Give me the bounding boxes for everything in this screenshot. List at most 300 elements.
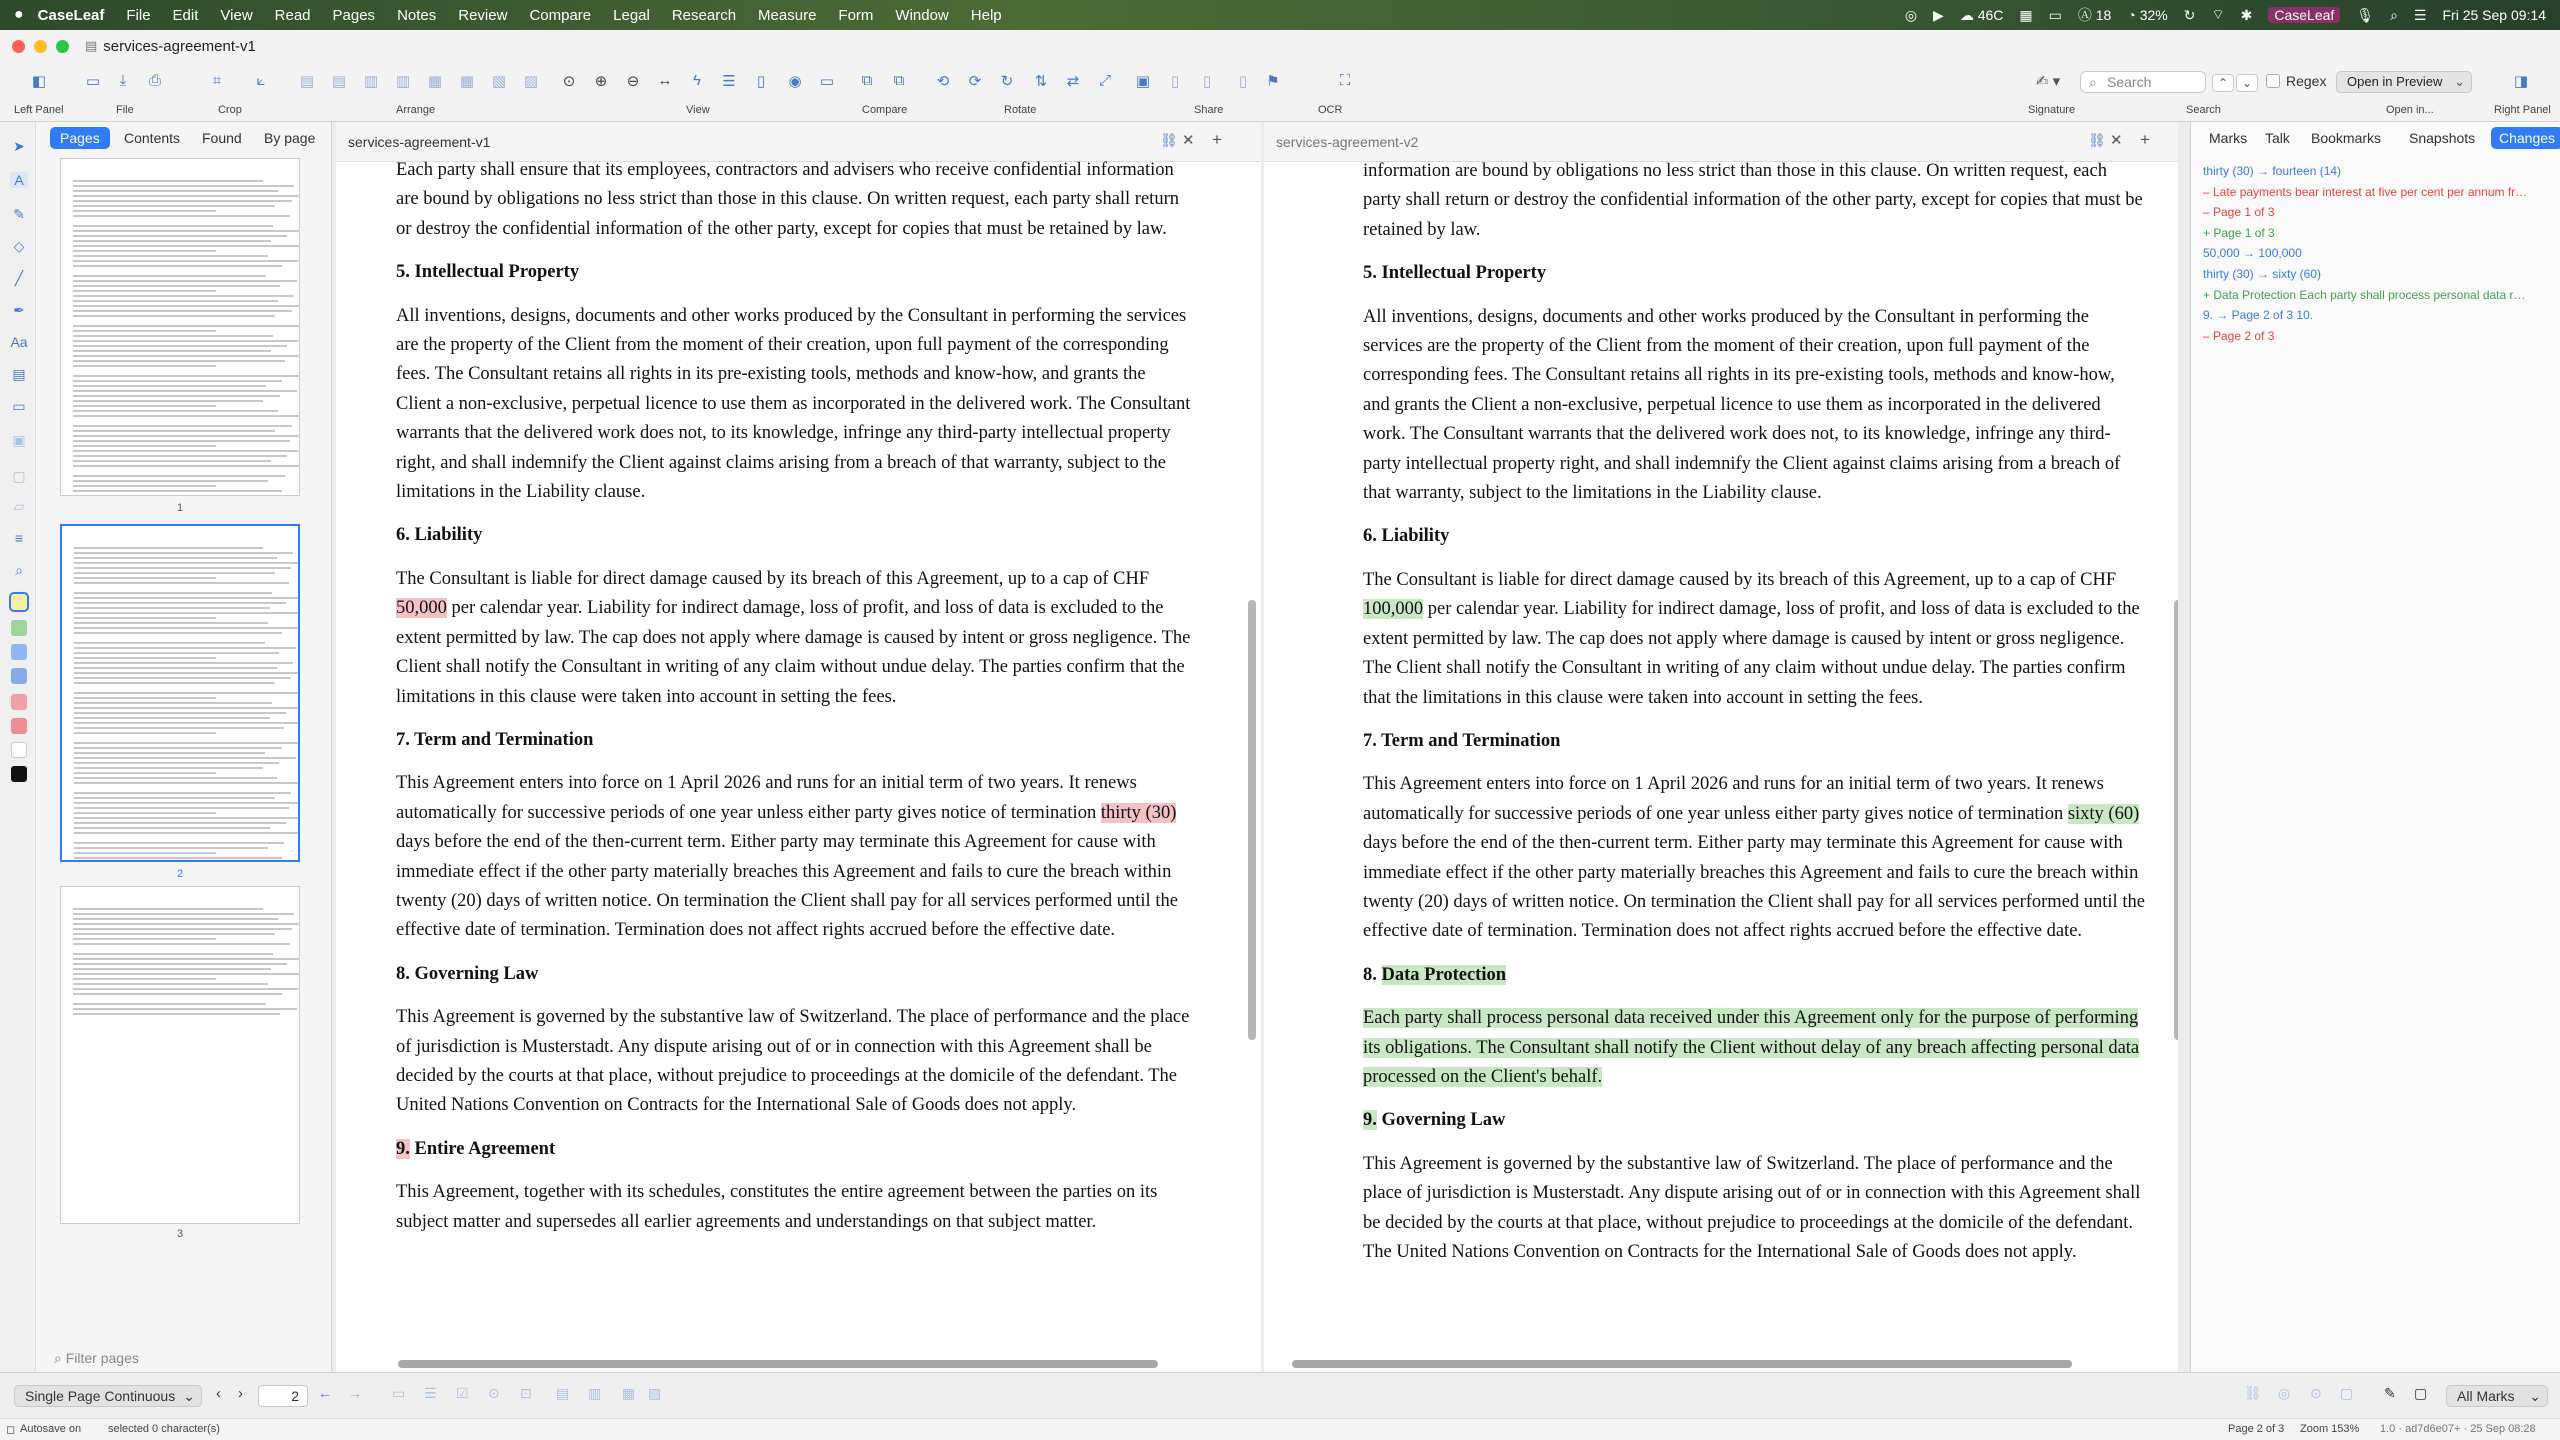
menu-edit[interactable]: Edit [172,6,199,24]
chevron-down-icon: ⌄ [2529,1388,2541,1404]
thumbnail-text-line [73,200,292,202]
rotate-right-icon[interactable]: ⟳ [968,73,982,90]
thumbnail-text-line [73,340,300,342]
thumbnail-text-line [74,607,270,609]
bottom-tool-6-icon[interactable]: ▤ [556,1385,570,1401]
section-heading: 7. Term and Termination [1363,730,1561,751]
minimize-window-button[interactable] [34,40,47,53]
thumbnail-text-line [73,325,300,327]
color-swatch-blue[interactable] [11,668,27,684]
thumbnail-text-line [74,742,298,744]
color-swatch-black[interactable] [11,766,27,782]
section-heading [396,1135,1194,1164]
close-tab-icon[interactable]: ✕ [1182,132,1195,149]
thumbnail-text-line [74,602,286,604]
pen-mark-icon[interactable]: ✎ [2384,1385,2396,1401]
thumbnail-text-line [73,275,266,277]
page-number-input[interactable] [258,1385,308,1407]
thumbnail-text-line [73,310,292,312]
open-in-preview-button[interactable] [2336,71,2472,93]
paragraph: Each party shall ensure that its employees, contractors and advisers who receive confidential information are bound by obligations no less strict than those in this clause. On written request, each party shall return or destroy the confidential information of the other party, except for copies that must be retained by law. [396,160,1179,239]
rotate-left-icon[interactable]: ⟲ [936,73,950,90]
line-tool-icon[interactable]: ╱ [14,270,24,286]
marks-filter-select[interactable] [2446,1385,2548,1407]
filter-search-icon: ⌕ [54,1350,66,1366]
paragraph: This Agreement, together with its schedules, constitutes the entire agreement between the parties on its subject matter and supersedes all earlier agreements and understandings on that subject matter. [396,1182,1158,1232]
change-item[interactable]: thirty (30) → sixty (60) [2203,267,2322,281]
thumbnail-text-line [73,225,273,227]
menu-view[interactable]: View [220,6,253,24]
change-item[interactable]: 50,000 → 100,000 [2203,246,2302,261]
crop-label: Crop [218,104,242,116]
tab-changes[interactable]: Changes [2491,127,2560,149]
tool-rail [0,122,36,1372]
comment-tool-icon[interactable]: ▢ [12,468,26,484]
version-info: 1.0 · ad7d6e07+ · 25 Sep 08:28 [2380,1423,2536,1435]
thumbnail-text-line [73,485,216,487]
thumbnail-text-line [74,757,296,759]
change-item[interactable]: – Page 1 of 3 [2203,205,2275,220]
bottom-tool-8-icon[interactable]: ▦ [622,1385,636,1401]
arrange-8-icon[interactable]: ▨ [523,73,539,90]
thumbnail-text-line [73,435,300,437]
right-document-body [1363,157,2145,1281]
annotation-filter-3-icon[interactable]: ⊙ [2310,1385,2322,1401]
tab-pages[interactable]: Pages [50,127,110,149]
bottom-tool-3-icon[interactable]: ☑ [456,1385,469,1401]
menu-review[interactable]: Review [458,6,508,24]
menu-notes[interactable]: Notes [397,6,437,24]
text-select-tool-icon[interactable]: A [10,172,28,188]
arrange-4-icon[interactable]: ▥ [395,73,411,90]
thumbnail-text-line [73,958,300,960]
thumbnail-text-line [74,692,300,694]
weather-text: 46C [1977,6,2004,23]
shape-tool-icon[interactable]: ▭ [12,398,26,414]
zoom-window-button[interactable] [56,40,69,53]
battery-text: 32% [2139,7,2168,23]
thumbnail-text-line [74,767,263,769]
horizontal-scrollbar[interactable] [1292,1360,2072,1368]
tab-bookmarks[interactable]: Bookmarks [2311,130,2382,146]
signature-label: Signature [2028,104,2076,116]
thumbnail-text-line [74,622,268,624]
magnifier-tool-icon[interactable]: ⌕ [15,562,23,578]
arrange-2-icon[interactable]: ▤ [331,73,347,90]
profile-status[interactable] [2268,7,2340,23]
insertion-highlight[interactable]: 9. [1363,1110,1377,1131]
thumbnail-text-line [73,973,300,975]
image-tool-icon[interactable]: ▣ [12,432,26,448]
resize-icon[interactable]: ⤢ [1098,72,1111,89]
insertion-highlight[interactable]: 100,000 [1363,599,1424,620]
page-thumbnail-selected[interactable] [60,524,300,862]
thumbnail-text-line [73,430,275,432]
new-tab-icon[interactable]: + [1212,130,1222,149]
menu-read[interactable]: Read [274,6,311,24]
change-item[interactable]: thirty (30) → fourteen (14) [2203,164,2342,178]
paragraph [1363,566,2145,713]
thumbnail-text-line [73,185,294,187]
link-icon[interactable]: ⛓ [1160,132,1178,148]
bottom-tool-9-icon[interactable]: ▧ [648,1385,662,1401]
battery-status[interactable]: ◔ 32% [2127,7,2168,23]
search-icon[interactable]: ⌕ [2390,6,2398,23]
bookmark-icon[interactable]: ⚑ [1266,73,1280,90]
thumbnail-text-line [73,405,216,407]
left-doc-tab[interactable]: services-agreement-v1 [348,134,491,150]
right-panel-icon[interactable]: ◨ [2513,73,2529,90]
arrange-1-icon[interactable]: ▤ [299,73,315,90]
thumbnail-text-line [73,963,287,965]
menu-file[interactable]: File [126,6,151,24]
arrange-5-icon[interactable]: ▦ [427,73,443,90]
search-label: Search [2186,104,2221,116]
thumbnail-content [62,526,298,862]
heading-number: 8. [1363,964,1377,985]
ocr-label: OCR [1318,104,1343,116]
highlight-tool-icon[interactable]: ✎ [13,206,25,222]
thumbnail-text-line [73,933,275,935]
page-number-value: 2 [291,1388,299,1404]
page-thumbnail[interactable] [60,886,300,1224]
download-icon[interactable]: ⤓ [119,72,127,89]
compare-split-icon[interactable]: ⧉ [893,72,905,89]
pointer-tool-icon[interactable]: ➤ [13,138,25,154]
menu-help[interactable]: Help [970,6,1002,24]
section-heading [1363,961,2145,990]
zoom-in-icon[interactable]: ⊕ [594,73,608,90]
insertion-highlight[interactable]: Data Protection [1381,964,1506,985]
thumbnail-text-line [74,597,300,599]
text-run: This Agreement enters into force on 1 April 2026 and runs for an initial term of two years. It renews automatically for successive periods of one year unless either party gives notice of termination [396,773,1137,823]
text-run: This Agreement enters into force on 1 April 2026 and runs for an initial term of two years. It renews automatically for successive periods of one year unless either party gives notice of termination [1363,774,2104,824]
new-tab-icon[interactable]: + [2140,130,2150,149]
selection-status: selected 0 character(s) [108,1423,220,1435]
thumbnail-text-line [73,983,268,985]
share-label: Share [1194,104,1224,116]
thumbnail-text-line [74,802,300,804]
left-panel-icon[interactable]: ◧ [31,73,47,90]
sync-icon[interactable]: ↻ [2183,6,2196,23]
arrange-7-icon[interactable]: ▧ [491,73,507,90]
tab-contents[interactable]: Contents [124,130,181,146]
menu-legal[interactable]: Legal [613,6,650,24]
weather-status[interactable]: ☁ 46C [1959,6,2004,23]
bottom-tool-4-icon[interactable]: ⊙ [488,1385,500,1401]
heading-text: Governing Law [1376,1110,1506,1131]
change-item[interactable]: + Page 1 of 3 [2203,225,2275,240]
thumbnail-text-line [73,908,263,910]
file-label: File [116,104,134,116]
eraser-tool-icon[interactable]: ◇ [13,238,25,254]
stack-tool-icon[interactable]: ≡ [14,530,24,546]
paragraph [1363,1004,2145,1092]
previous-page-icon[interactable]: ‹ [216,1385,221,1402]
share-doc-icon[interactable]: ▯ [1238,73,1248,90]
bottom-tool-5-icon[interactable]: ⊡ [520,1385,532,1401]
menu-measure[interactable]: Measure [758,6,817,24]
thumbnail-text-line [74,812,216,814]
deletion-highlight[interactable]: 50,000 [396,598,447,619]
zoom-out-icon[interactable]: ⊖ [626,73,640,90]
regex-label: Regex [2286,73,2327,89]
menu-compare[interactable]: Compare [529,6,592,24]
arrange-label: Arrange [396,104,436,116]
title-bar [0,30,2560,62]
refresh-icon[interactable]: ↻ [1000,73,1014,90]
back-icon[interactable]: ← [318,1385,332,1401]
change-item[interactable]: – Late payments bear interest at five per cent per annum fr… [2203,184,2528,199]
left-panel-label: Left Panel [14,104,64,116]
profile-name: CaseLeaf [2274,7,2335,23]
thumbnail-text-line [73,1003,266,1005]
signature-menu[interactable]: ✍ ▾ [2035,73,2061,90]
text-run: per calendar year. Liability for indirect damage, loss of profit, and loss of data is excluded to the extent permitted by law. The cap does not apply where damage is caused by intent or gross negligence. The Client shall notify the Consultant in writing of any claim without undue delay. The parties confirm that the limitations in this clause were taken into account in setting the fees. [1363,599,2140,708]
thumbnail-text-line [73,495,266,496]
search-placeholder: Search [2107,74,2152,90]
thumbnail-text-line [74,717,270,719]
change-item[interactable]: + Data Protection Each party shall process personal data r… [2203,287,2526,302]
vertical-scrollbar[interactable] [2174,600,2178,1040]
alert-status[interactable]: Ⓐ 18 [2077,7,2112,23]
apple-icon[interactable]: ● [14,6,24,23]
thumbnail-text-line [73,445,216,447]
share-screen-icon[interactable]: ▣ [1135,73,1151,90]
thumbnail-text-line [73,305,300,307]
crop-box-icon[interactable]: ⌗ [212,72,222,89]
deletion-highlight[interactable]: 9. [396,1138,410,1159]
thumbnail-text-line [73,913,294,915]
color-swatch-white[interactable] [11,742,27,758]
close-window-button[interactable] [12,40,25,53]
thumbnail-text-line [73,265,282,267]
datetime[interactable]: Fri 25 Sep 09:14 [2442,7,2546,23]
thumbnail-text-line [74,672,300,674]
alert-count: 18 [2095,7,2112,23]
control-center-icon[interactable]: ☰ [2413,6,2427,23]
thumbnail-text-line [74,852,216,854]
paragraph [396,565,1194,712]
scroll-view-icon[interactable]: ▯ [756,73,766,90]
compare-window-icon[interactable]: ▭ [819,73,835,90]
change-item[interactable]: – Page 2 of 3 [2203,328,2275,343]
thumbnail-text-line [73,315,275,317]
bottom-tool-1-icon[interactable]: ▭ [392,1385,406,1401]
thumbnail-text-line [74,662,293,664]
bottom-tool-2-icon[interactable]: ☰ [424,1385,437,1401]
thumbnail-text-line [73,280,297,282]
menu-pages[interactable]: Pages [332,6,376,24]
thumbnail-text-line [73,475,285,477]
next-page-icon[interactable]: › [238,1385,243,1402]
thumbnail-text-line [73,180,263,182]
changes-panel [2190,122,2560,1372]
bottom-tool-7-icon[interactable]: ▥ [588,1385,602,1401]
window-title: services-agreement-v1 [103,37,256,55]
compare-copy-icon[interactable]: ⧉ [861,72,873,89]
thumbnail-text-line [73,978,216,980]
text-run: The Consultant is liable for direct damage caused by its breach of this Agreement, up to a cap of CHF [396,568,1150,589]
thumbnail-text-line [73,390,297,392]
thumbnail-text-line [74,832,300,834]
play-icon[interactable]: ▶ [1933,6,1944,23]
right-doc-tab[interactable]: services-agreement-v2 [1276,134,1419,150]
thumbnail-text-line [74,642,265,644]
thumbnail-text-line [73,415,300,417]
share-file-icon[interactable]: ▯ [1170,73,1180,90]
color-swatch-green[interactable] [11,620,27,636]
thumbnail-text-line [73,190,278,192]
thumbnail-text-line [74,847,268,849]
search-prev-button[interactable]: ⌃ [2212,74,2234,92]
thumbnail-text-line [74,552,293,554]
pen-tool-icon[interactable]: ✒ [13,302,25,318]
compare-label: Compare [862,104,908,116]
arrange-3-icon[interactable]: ▥ [363,73,379,90]
display-mode-select[interactable] [14,1385,202,1407]
thumbnail-text-line [73,300,278,302]
thumbnail-text-line [73,460,271,462]
thumbnail-text-line [73,440,290,442]
tab-by-page[interactable]: By page [264,130,316,146]
color-swatch-red[interactable] [11,718,27,734]
section-heading: 5. Intellectual Property [1363,263,1547,284]
crop-icon[interactable]: ⟀ [256,72,266,89]
search-next-button[interactable]: ⌄ [2236,74,2258,92]
thumbnail-text-line [73,295,294,297]
thumbnail-text-line [73,455,287,457]
annotation-filter-4-icon[interactable]: ▢ [2340,1385,2354,1401]
rotate-label: Rotate [1004,104,1037,116]
section-heading: 7. Term and Termination [396,729,594,750]
flip-horizontal-icon[interactable]: ⇄ [1066,73,1080,90]
thumbnail-text-line [73,1013,280,1015]
folder-icon[interactable]: ▭ [85,73,101,90]
thumbnail-text-line [74,732,216,734]
display-icon[interactable]: ▭ [2048,6,2062,23]
thumbnail-text-line [74,712,286,714]
tab-snapshots[interactable]: Snapshots [2409,130,2476,146]
thumbnail-text-line [74,697,216,699]
view-label: View [686,104,710,116]
wifi-icon[interactable]: ⌔ [2211,6,2225,22]
right-document-pane [1264,122,2178,1372]
focus-icon[interactable]: ◎ [1904,6,1918,23]
thumbnail-text-line [74,782,300,784]
thumbnail-text-line [74,682,275,684]
search-input[interactable] [2080,71,2206,93]
thumbnail-text-line [73,988,299,990]
paragraph: information are bound by obligations no less strict than those in this clause. On written request, each party shall return or destroy the confidential information of the other party, except for copies that must be retained by law. [1363,161,2143,240]
menu-window[interactable]: Window [895,6,949,24]
note-tool-icon[interactable]: ▤ [12,366,26,382]
filter-pages-input[interactable] [54,1350,139,1367]
thumbnail-text-line [73,205,275,207]
ocr-icon[interactable]: ⛶ [1339,72,1351,89]
thumbnail-text-line [74,727,284,729]
document-icon: ▤ [85,38,98,53]
forward-icon[interactable]: → [348,1385,362,1401]
horizontal-scrollbar[interactable] [398,1360,1158,1368]
thumbnail-text-line [74,797,275,799]
thumbnail-text-line [74,582,289,584]
thumbnail-text-line [73,380,282,382]
arrange-6-icon[interactable]: ▦ [459,73,475,90]
annotation-filter-1-icon[interactable]: ⛓ [2244,1385,2262,1401]
color-swatch-light-blue[interactable] [11,644,27,660]
thumbnail-text-line [73,953,273,955]
stamp-tool-icon[interactable]: ▱ [13,498,25,514]
annotation-filter-2-icon[interactable]: ◎ [2278,1385,2291,1401]
open-in-preview-label: Open in Preview [2347,74,2443,89]
thumbnail-text-line [73,943,290,945]
app-menu[interactable]: CaseLeaf [37,6,105,24]
section-heading: 6. Liability [396,525,483,546]
share-mail-icon[interactable]: ▯ [1202,73,1212,90]
close-tab-icon[interactable]: ✕ [2110,132,2123,149]
menu-research[interactable]: Research [671,6,737,24]
thumbnail-text-line [74,567,291,569]
page-thumbnail[interactable] [60,158,300,496]
flip-vertical-icon[interactable]: ⇅ [1034,73,1048,90]
thumbnail-text-line [73,993,282,995]
tab-found[interactable]: Found [202,130,242,146]
regex-checkbox[interactable] [2266,74,2280,88]
thumbnail-text-line [74,627,298,629]
tab-talk[interactable]: Talk [2265,130,2290,146]
thumbnail-text-line [74,827,270,829]
list-view-icon[interactable]: ☰ [722,73,736,90]
deletion-highlight[interactable]: thirty (30) [1100,802,1177,823]
thumbnail-text-line [74,777,277,779]
thumbnail-text-line [74,677,291,679]
insertion-highlight[interactable]: sixty (60) [2067,803,2140,824]
flash-icon[interactable]: ϟ [693,72,701,89]
thumbnail-text-line [74,857,282,859]
insertion-highlight[interactable]: Each party shall process personal data received under this Agreement only for the purpose of performing its obligations. The Consultant shall notify the Client without delay of any breach affecting personal data processed on the Client's behalf. [1363,1008,2140,1087]
color-swatch-yellow[interactable] [11,594,27,610]
tab-marks[interactable]: Marks [2209,130,2248,146]
menu-form[interactable]: Form [838,6,874,24]
thumbnail-text-line [73,360,285,362]
text-run: per calendar year. Liability for indirect damage, loss of profit, and loss of data is excluded to the extent permitted by law. The cap does not apply where damage is caused by intent or gross negligence. The Client shall notify the Consultant in writing of any claim without undue delay. The parties confirm that the limitations in this clause were taken into account in setting the fees. [396,598,1191,707]
change-item[interactable]: 9. → Page 2 of 3 10. [2203,308,2314,323]
zoom-level: Zoom 153% [2300,1423,2360,1435]
thumbnail-text-line [73,255,268,257]
thumbnail-text-line [73,918,278,920]
autosave-icon: ◻ [6,1424,16,1436]
color-swatch-pink[interactable] [11,694,27,710]
microphone-icon[interactable]: 🎙 [2356,6,2375,23]
thumbnail-text-line [73,923,300,925]
search-field-icon: ⌕ [2089,74,2097,90]
thumbnail-text-line [73,215,290,217]
bluetooth-icon[interactable]: ✱ [2240,6,2253,23]
grid-icon[interactable]: ▦ [2019,6,2033,23]
zoom-actual-icon[interactable]: ⊙ [562,73,576,90]
autosave-status[interactable]: Autosave on [20,1423,82,1435]
thumbnail-text-line [74,702,272,704]
print-icon[interactable]: ⎙ [148,72,161,89]
compare-eye-icon[interactable]: ◉ [788,73,802,90]
link-icon[interactable]: ⛓ [2088,132,2106,148]
vertical-scrollbar[interactable] [1248,600,1256,1040]
talk-mark-icon[interactable]: ▢ [2414,1385,2428,1401]
fit-width-icon[interactable]: ↔ [657,72,673,89]
page-info: Page 2 of 3 [2228,1423,2285,1435]
font-tool-icon[interactable]: Aa [10,334,28,350]
